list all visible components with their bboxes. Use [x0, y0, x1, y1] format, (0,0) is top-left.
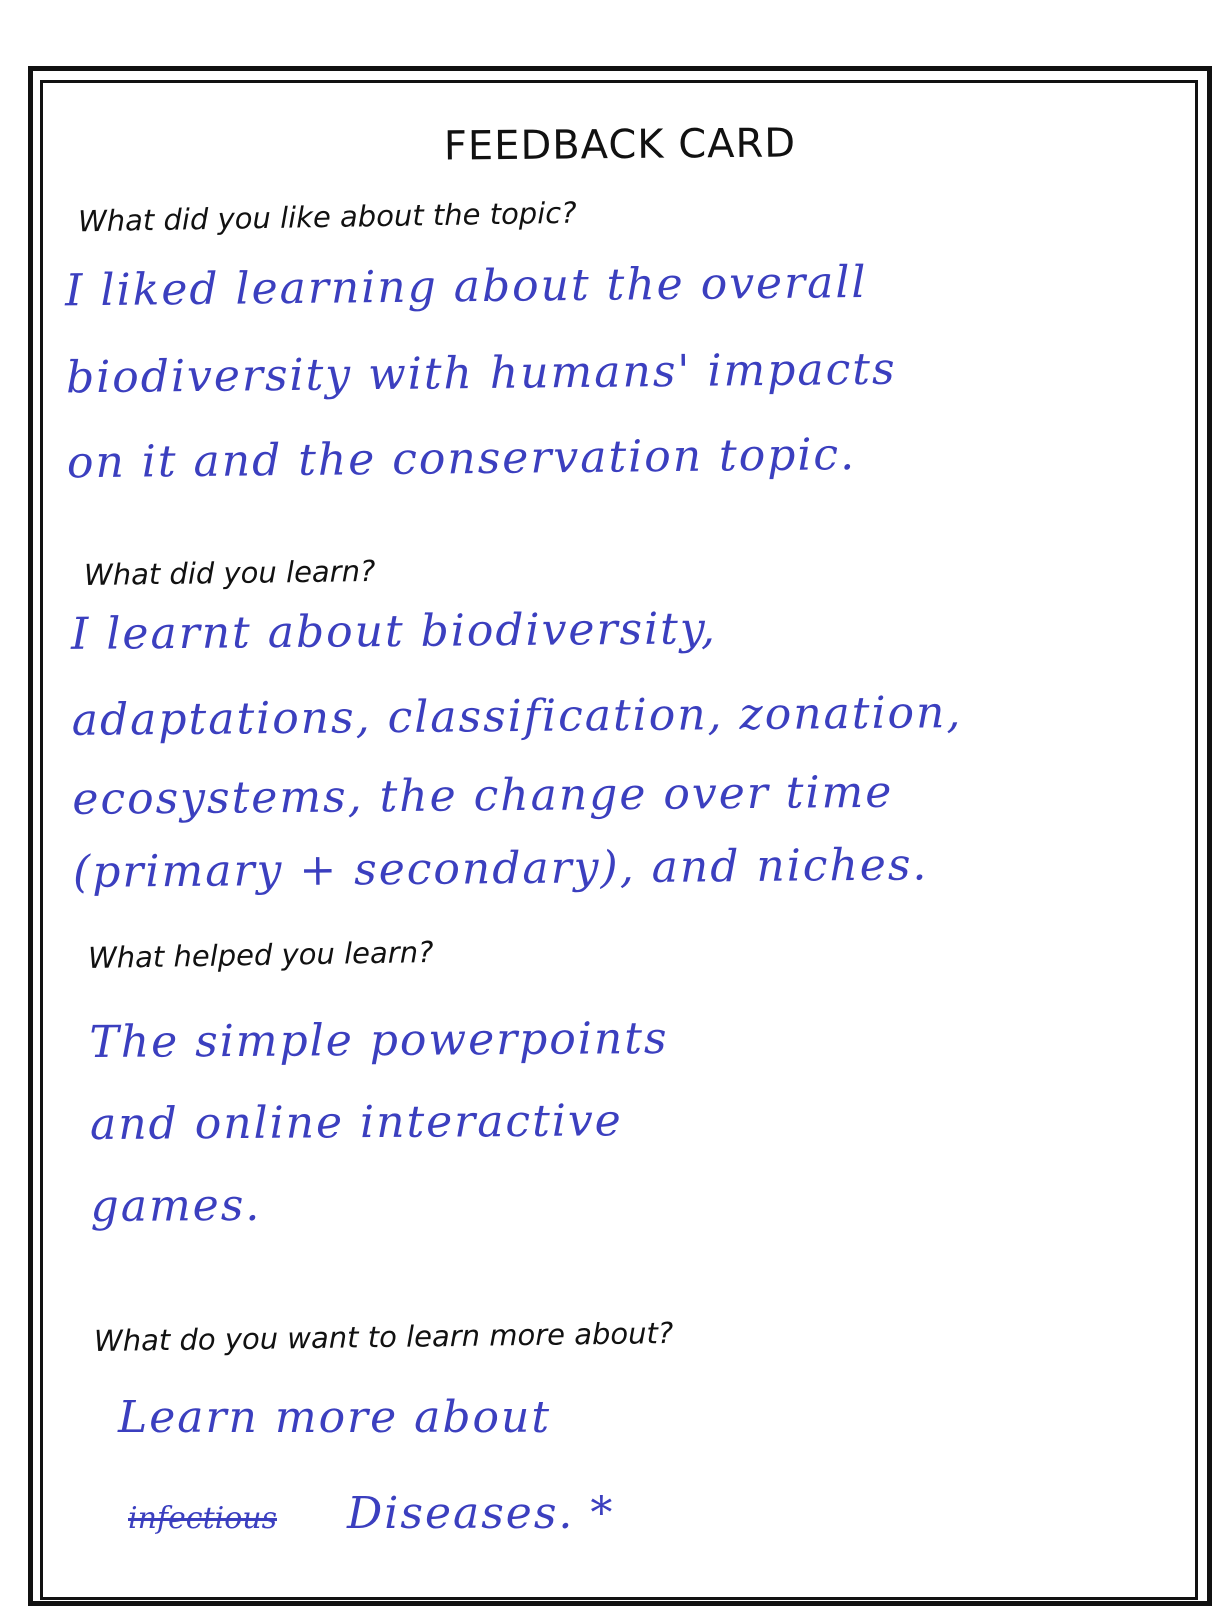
answer-line: [118, 1466, 614, 1567]
answer-what-helped: [89, 998, 670, 1248]
question-like-topic: What did you like about the topic?: [77, 195, 577, 239]
answer-line: on it and the conservation topic.: [66, 429, 857, 489]
answer-line-text: Diseases. *: [347, 1488, 615, 1539]
question-learn-more: What do you want to learn more about?: [93, 1315, 674, 1359]
answer-line: games.: [90, 1179, 262, 1233]
answer-like-topic: [65, 236, 898, 509]
answer-line: (primary + secondary), and niches.: [72, 839, 929, 898]
answer-line: I liked learning about the overall: [64, 256, 868, 317]
answer-line: biodiversity with humans' impacts: [65, 343, 897, 404]
answer-line: Learn more about: [118, 1392, 552, 1443]
answer-line: adaptations, classification, zonation,: [71, 687, 963, 746]
question-what-helped: What helped you learn?: [87, 934, 434, 976]
question-what-learned: What did you learn?: [83, 553, 376, 593]
answer-line: and online interactive: [89, 1095, 623, 1151]
struck-out-word: infectious: [128, 1501, 278, 1536]
answer-line: The simple powerpoints: [89, 1012, 669, 1069]
answer-what-learned: [71, 586, 964, 912]
answer-line: I learnt about biodiversity,: [70, 603, 718, 660]
card-title: FEEDBACK CARD: [443, 120, 797, 170]
answer-line: ecosystems, the change over time: [72, 766, 894, 825]
answer-learn-more: [118, 1370, 614, 1567]
